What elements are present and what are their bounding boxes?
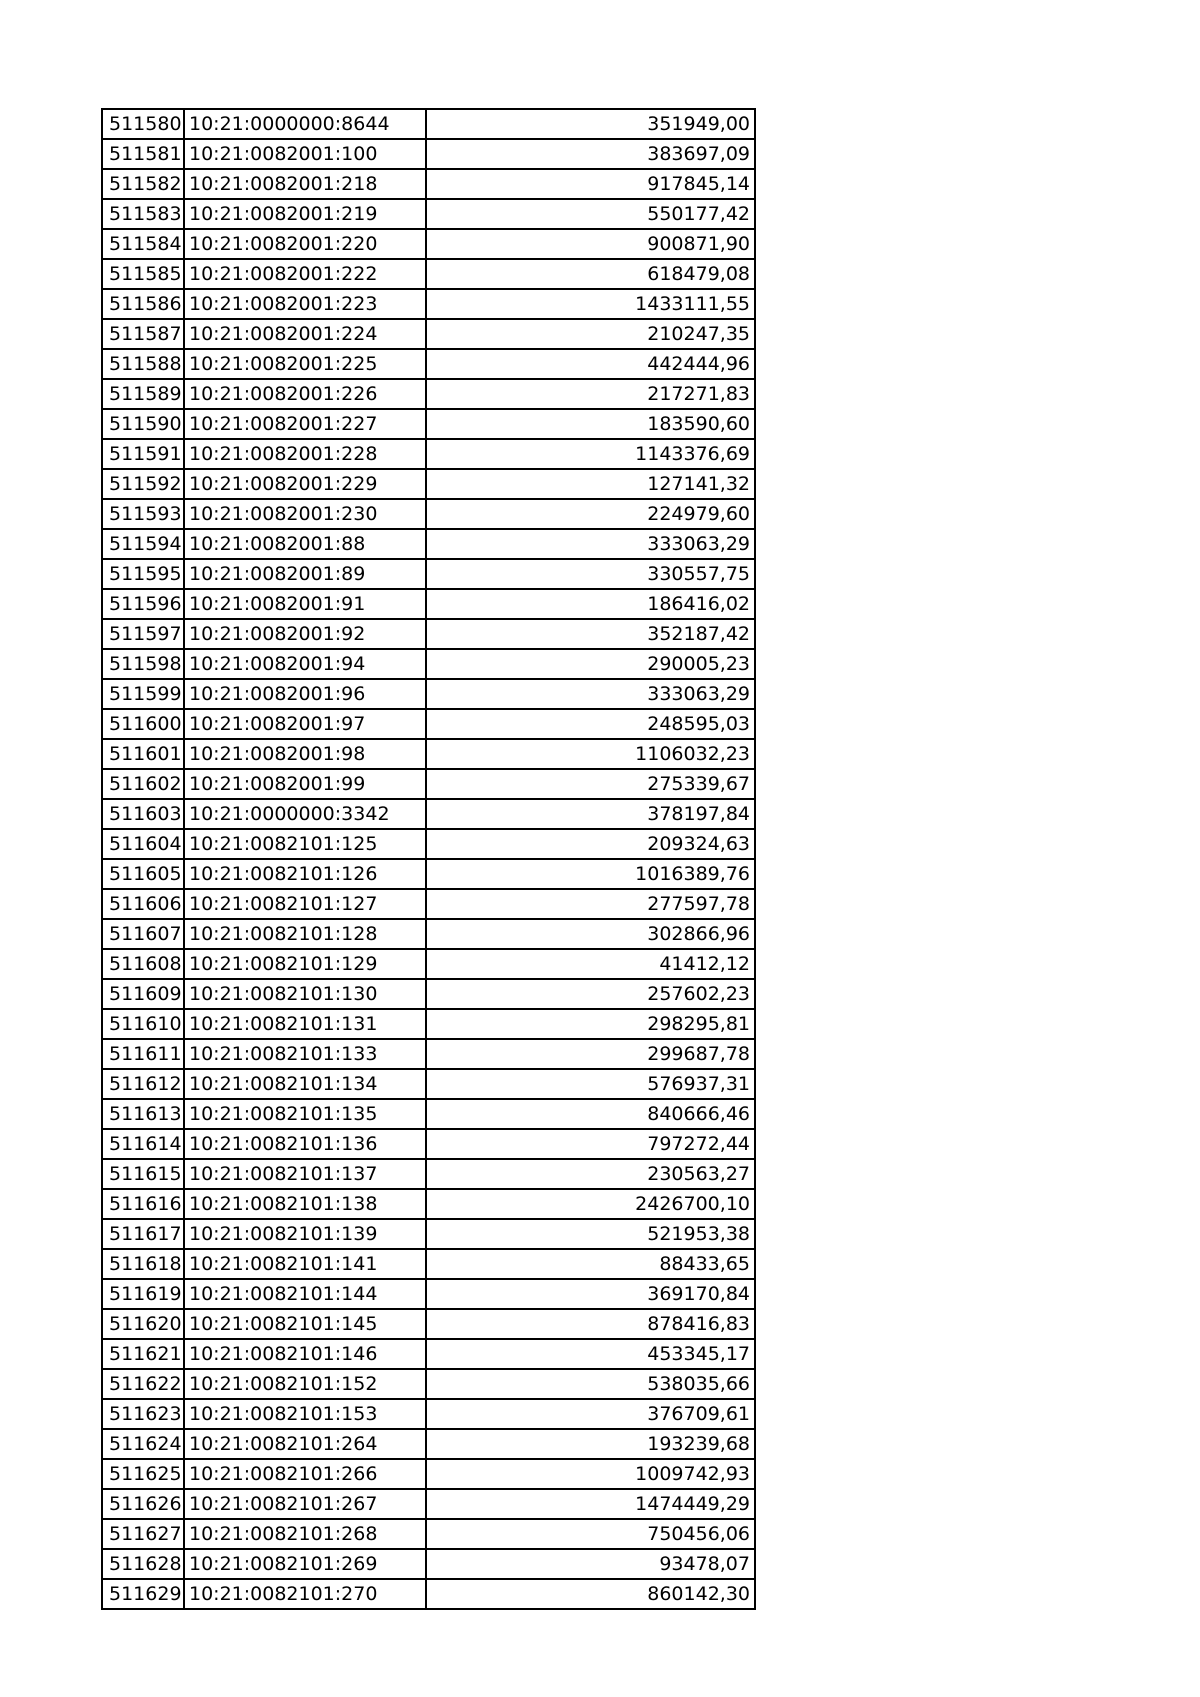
row-number-cell: 511612 — [102, 1069, 184, 1099]
cadastral-number-cell: 10:21:0082101:128 — [184, 919, 426, 949]
value-cell: 840666,46 — [426, 1099, 755, 1129]
cadastral-number-cell: 10:21:0082101:269 — [184, 1549, 426, 1579]
cadastral-number-cell: 10:21:0000000:3342 — [184, 799, 426, 829]
cadastral-number-cell: 10:21:0082001:230 — [184, 499, 426, 529]
row-number-cell: 511616 — [102, 1189, 184, 1219]
cadastral-number-cell: 10:21:0082101:270 — [184, 1579, 426, 1609]
row-number-cell: 511600 — [102, 709, 184, 739]
value-cell: 1474449,29 — [426, 1489, 755, 1519]
table-row — [102, 619, 755, 649]
cadastral-number-cell: 10:21:0082101:125 — [184, 829, 426, 859]
value-cell: 538035,66 — [426, 1369, 755, 1399]
value-cell: 1106032,23 — [426, 739, 755, 769]
value-cell: 193239,68 — [426, 1429, 755, 1459]
cadastral-number-cell: 10:21:0082001:229 — [184, 469, 426, 499]
table-row — [102, 739, 755, 769]
table-row — [102, 1519, 755, 1549]
table-row — [102, 499, 755, 529]
table-row — [102, 1579, 755, 1609]
value-cell: 2426700,10 — [426, 1189, 755, 1219]
row-number-cell: 511606 — [102, 889, 184, 919]
cadastral-number-cell: 10:21:0082001:100 — [184, 139, 426, 169]
row-number-cell: 511581 — [102, 139, 184, 169]
row-number-cell: 511605 — [102, 859, 184, 889]
table-row — [102, 1009, 755, 1039]
cadastral-number-cell: 10:21:0082001:92 — [184, 619, 426, 649]
table-row — [102, 1489, 755, 1519]
row-number-cell: 511629 — [102, 1579, 184, 1609]
table-row — [102, 199, 755, 229]
value-cell: 302866,96 — [426, 919, 755, 949]
value-cell: 333063,29 — [426, 679, 755, 709]
table-row — [102, 1279, 755, 1309]
value-cell: 290005,23 — [426, 649, 755, 679]
row-number-cell: 511585 — [102, 259, 184, 289]
table-row — [102, 679, 755, 709]
cadastral-number-cell: 10:21:0082101:264 — [184, 1429, 426, 1459]
cadastral-number-cell: 10:21:0082001:94 — [184, 649, 426, 679]
cadastral-number-cell: 10:21:0082001:98 — [184, 739, 426, 769]
row-number-cell: 511611 — [102, 1039, 184, 1069]
row-number-cell: 511580 — [102, 109, 184, 139]
table-row — [102, 1339, 755, 1369]
table-row — [102, 829, 755, 859]
row-number-cell: 511603 — [102, 799, 184, 829]
cadastral-number-cell: 10:21:0082001:222 — [184, 259, 426, 289]
table-row — [102, 799, 755, 829]
table-row — [102, 1429, 755, 1459]
table-row — [102, 1159, 755, 1189]
value-cell: 550177,42 — [426, 199, 755, 229]
value-cell: 248595,03 — [426, 709, 755, 739]
cadastral-number-cell: 10:21:0082001:96 — [184, 679, 426, 709]
value-cell: 351949,00 — [426, 109, 755, 139]
row-number-cell: 511593 — [102, 499, 184, 529]
row-number-cell: 511607 — [102, 919, 184, 949]
cadastral-number-cell: 10:21:0082101:152 — [184, 1369, 426, 1399]
cadastral-number-cell: 10:21:0082101:130 — [184, 979, 426, 1009]
table-row — [102, 439, 755, 469]
row-number-cell: 511608 — [102, 949, 184, 979]
value-cell: 183590,60 — [426, 409, 755, 439]
table-row — [102, 259, 755, 289]
table-row — [102, 919, 755, 949]
cadastral-number-cell: 10:21:0082001:88 — [184, 529, 426, 559]
row-number-cell: 511610 — [102, 1009, 184, 1039]
value-cell: 453345,17 — [426, 1339, 755, 1369]
value-cell: 88433,65 — [426, 1249, 755, 1279]
cadastral-number-cell: 10:21:0082101:133 — [184, 1039, 426, 1069]
cadastral-number-cell: 10:21:0082101:137 — [184, 1159, 426, 1189]
table-row — [102, 1249, 755, 1279]
row-number-cell: 511583 — [102, 199, 184, 229]
value-cell: 210247,35 — [426, 319, 755, 349]
table-row — [102, 229, 755, 259]
row-number-cell: 511594 — [102, 529, 184, 559]
table-row — [102, 1549, 755, 1579]
value-cell: 378197,84 — [426, 799, 755, 829]
cadastral-number-cell: 10:21:0000000:8644 — [184, 109, 426, 139]
row-number-cell: 511620 — [102, 1309, 184, 1339]
cadastral-number-cell: 10:21:0082101:127 — [184, 889, 426, 919]
value-cell: 618479,08 — [426, 259, 755, 289]
cadastral-number-cell: 10:21:0082101:144 — [184, 1279, 426, 1309]
table-row — [102, 1099, 755, 1129]
cadastral-number-cell: 10:21:0082001:223 — [184, 289, 426, 319]
value-cell: 369170,84 — [426, 1279, 755, 1309]
cadastral-number-cell: 10:21:0082001:220 — [184, 229, 426, 259]
cadastral-number-cell: 10:21:0082101:138 — [184, 1189, 426, 1219]
table-row — [102, 979, 755, 1009]
cadastral-number-cell: 10:21:0082001:226 — [184, 379, 426, 409]
table-row — [102, 469, 755, 499]
value-cell: 41412,12 — [426, 949, 755, 979]
row-number-cell: 511604 — [102, 829, 184, 859]
value-cell: 299687,78 — [426, 1039, 755, 1069]
table-row — [102, 1189, 755, 1219]
row-number-cell: 511598 — [102, 649, 184, 679]
value-cell: 209324,63 — [426, 829, 755, 859]
cadastral-number-cell: 10:21:0082001:227 — [184, 409, 426, 439]
value-cell: 298295,81 — [426, 1009, 755, 1039]
row-number-cell: 511590 — [102, 409, 184, 439]
table-row — [102, 1069, 755, 1099]
value-cell: 442444,96 — [426, 349, 755, 379]
value-cell: 1009742,93 — [426, 1459, 755, 1489]
table-row — [102, 949, 755, 979]
table-row — [102, 409, 755, 439]
value-cell: 224979,60 — [426, 499, 755, 529]
cadastral-number-cell: 10:21:0082001:228 — [184, 439, 426, 469]
row-number-cell: 511623 — [102, 1399, 184, 1429]
table-row — [102, 1459, 755, 1489]
table-row — [102, 139, 755, 169]
value-cell: 330557,75 — [426, 559, 755, 589]
table-row — [102, 1369, 755, 1399]
row-number-cell: 511619 — [102, 1279, 184, 1309]
row-number-cell: 511592 — [102, 469, 184, 499]
row-number-cell: 511625 — [102, 1459, 184, 1489]
value-cell: 376709,61 — [426, 1399, 755, 1429]
value-cell: 277597,78 — [426, 889, 755, 919]
row-number-cell: 511618 — [102, 1249, 184, 1279]
table-row — [102, 379, 755, 409]
row-number-cell: 511627 — [102, 1519, 184, 1549]
cadastral-number-cell: 10:21:0082101:135 — [184, 1099, 426, 1129]
row-number-cell: 511588 — [102, 349, 184, 379]
cadastral-number-cell: 10:21:0082101:266 — [184, 1459, 426, 1489]
cadastral-number-cell: 10:21:0082001:97 — [184, 709, 426, 739]
cadastral-number-cell: 10:21:0082001:91 — [184, 589, 426, 619]
cadastral-number-cell: 10:21:0082001:225 — [184, 349, 426, 379]
cadastral-number-cell: 10:21:0082001:224 — [184, 319, 426, 349]
value-cell: 333063,29 — [426, 529, 755, 559]
value-cell: 127141,32 — [426, 469, 755, 499]
value-cell: 275339,67 — [426, 769, 755, 799]
table-row — [102, 649, 755, 679]
row-number-cell: 511587 — [102, 319, 184, 349]
cadastral-number-cell: 10:21:0082101:145 — [184, 1309, 426, 1339]
table-row — [102, 859, 755, 889]
value-cell: 1016389,76 — [426, 859, 755, 889]
table-row — [102, 169, 755, 199]
table-row — [102, 349, 755, 379]
value-cell: 1433111,55 — [426, 289, 755, 319]
row-number-cell: 511613 — [102, 1099, 184, 1129]
row-number-cell: 511584 — [102, 229, 184, 259]
table-row — [102, 1399, 755, 1429]
row-number-cell: 511622 — [102, 1369, 184, 1399]
row-number-cell: 511626 — [102, 1489, 184, 1519]
value-cell: 878416,83 — [426, 1309, 755, 1339]
table-row — [102, 709, 755, 739]
row-number-cell: 511624 — [102, 1429, 184, 1459]
value-cell: 750456,06 — [426, 1519, 755, 1549]
table-row — [102, 109, 755, 139]
cadastral-number-cell: 10:21:0082101:267 — [184, 1489, 426, 1519]
row-number-cell: 511586 — [102, 289, 184, 319]
value-cell: 900871,90 — [426, 229, 755, 259]
row-number-cell: 511595 — [102, 559, 184, 589]
table-row — [102, 889, 755, 919]
cadastral-number-cell: 10:21:0082101:268 — [184, 1519, 426, 1549]
row-number-cell: 511617 — [102, 1219, 184, 1249]
cadastral-number-cell: 10:21:0082101:126 — [184, 859, 426, 889]
value-cell: 383697,09 — [426, 139, 755, 169]
table-row — [102, 1309, 755, 1339]
cadastral-number-cell: 10:21:0082101:134 — [184, 1069, 426, 1099]
table-row — [102, 769, 755, 799]
table-row — [102, 1219, 755, 1249]
cadastral-number-cell: 10:21:0082001:99 — [184, 769, 426, 799]
row-number-cell: 511602 — [102, 769, 184, 799]
table-row — [102, 559, 755, 589]
cadastral-number-cell: 10:21:0082101:131 — [184, 1009, 426, 1039]
row-number-cell: 511597 — [102, 619, 184, 649]
row-number-cell: 511596 — [102, 589, 184, 619]
table-row — [102, 589, 755, 619]
row-number-cell: 511615 — [102, 1159, 184, 1189]
row-number-cell: 511591 — [102, 439, 184, 469]
value-cell: 576937,31 — [426, 1069, 755, 1099]
row-number-cell: 511628 — [102, 1549, 184, 1579]
row-number-cell: 511621 — [102, 1339, 184, 1369]
table-row — [102, 289, 755, 319]
table-body — [102, 109, 755, 1609]
value-cell: 93478,07 — [426, 1549, 755, 1579]
data-table — [101, 108, 756, 1610]
row-number-cell: 511589 — [102, 379, 184, 409]
row-number-cell: 511582 — [102, 169, 184, 199]
table-row — [102, 529, 755, 559]
value-cell: 797272,44 — [426, 1129, 755, 1159]
value-cell: 917845,14 — [426, 169, 755, 199]
table-row — [102, 1129, 755, 1159]
value-cell: 217271,83 — [426, 379, 755, 409]
cadastral-number-cell: 10:21:0082001:219 — [184, 199, 426, 229]
cadastral-number-cell: 10:21:0082101:141 — [184, 1249, 426, 1279]
row-number-cell: 511614 — [102, 1129, 184, 1159]
value-cell: 186416,02 — [426, 589, 755, 619]
cadastral-number-cell: 10:21:0082101:139 — [184, 1219, 426, 1249]
value-cell: 1143376,69 — [426, 439, 755, 469]
cadastral-number-cell: 10:21:0082101:146 — [184, 1339, 426, 1369]
row-number-cell: 511609 — [102, 979, 184, 1009]
row-number-cell: 511601 — [102, 739, 184, 769]
value-cell: 230563,27 — [426, 1159, 755, 1189]
table-row — [102, 1039, 755, 1069]
value-cell: 860142,30 — [426, 1579, 755, 1609]
row-number-cell: 511599 — [102, 679, 184, 709]
cadastral-number-cell: 10:21:0082101:129 — [184, 949, 426, 979]
value-cell: 257602,23 — [426, 979, 755, 1009]
table-row — [102, 319, 755, 349]
cadastral-number-cell: 10:21:0082101:136 — [184, 1129, 426, 1159]
value-cell: 352187,42 — [426, 619, 755, 649]
cadastral-number-cell: 10:21:0082001:89 — [184, 559, 426, 589]
cadastral-number-cell: 10:21:0082001:218 — [184, 169, 426, 199]
value-cell: 521953,38 — [426, 1219, 755, 1249]
cadastral-number-cell: 10:21:0082101:153 — [184, 1399, 426, 1429]
